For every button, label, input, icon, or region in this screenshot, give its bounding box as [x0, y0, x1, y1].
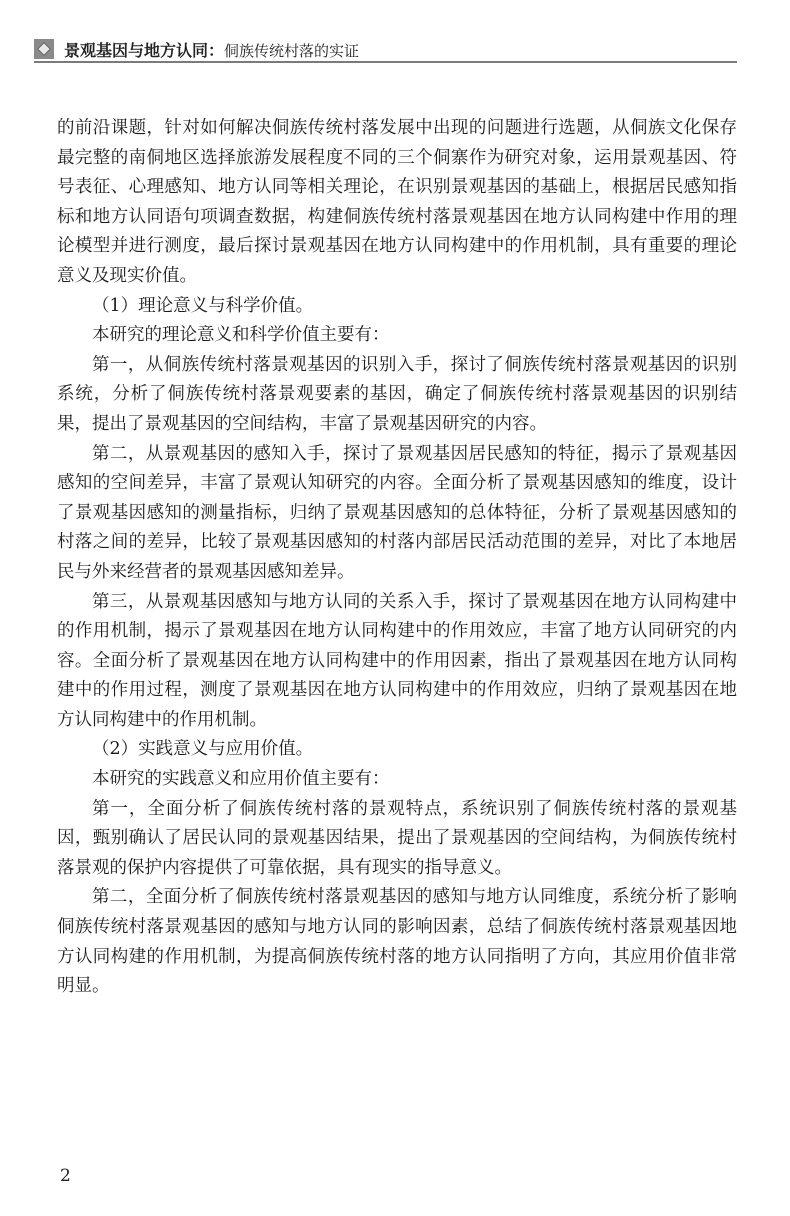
header-subtitle: 侗族传统村落的实证	[224, 42, 360, 60]
page-number: 2	[60, 1166, 71, 1186]
paragraph: 第三，从景观基因感知与地方认同的关系入手，探讨了景观基因在地方认同构建中的作用机制，揭示了景观基因在地方认同构建中的作用效应，丰富了地方认同研究的内容。全面分析了景观基因在地方认同构建中的作用因素，指出了景观基因在地方认同构建中的作用过程，测度了景观基因在地方认同构建中的作用效应，归纳了景观基因在地方认同构建中的作用机制。	[57, 591, 737, 730]
paragraph: 第二，全面分析了侗族传统村落景观基因的感知与地方认同维度，系统分析了影响侗族传统村落景观基因的感知与地方认同的影响因素，总结了侗族传统村落景观基因地方认同构建的作用机制，为提高侗族传统村落的地方认同指明了方向，其应用价值非常明显。	[57, 887, 737, 997]
paragraph: 第二，从景观基因的感知入手，探讨了景观基因居民感知的特征，揭示了景观基因感知的空间差异，丰富了景观认知研究的内容。全面分析了景观基因感知的维度，设计了景观基因感知的测量指标，归纳了景观基因感知的总体特征，分析了景观基因感知的村落之间的差异，比较了景观基因感知的村落内部居民活动范围的差异，对比了本地居民与外来经营者的景观基因感知差异。	[57, 443, 737, 582]
section-heading: （2）实践意义与应用价值。	[92, 739, 314, 760]
paragraph: 本研究的实践意义和应用价值主要有：	[92, 769, 390, 790]
paragraph: 本研究的理论意义和科学价值主要有：	[92, 325, 390, 346]
paragraph: 第一，全面分析了侗族传统村落的景观特点，系统识别了侗族传统村落的景观基因，甄别确认了居民认同的景观基因结果，提出了景观基因的空间结构，为侗族传统村落景观的保护内容提供了可靠依据，具有现实的指导意义。	[57, 798, 737, 878]
book-title	[64, 38, 359, 61]
running-header	[34, 37, 737, 63]
section-heading: （1）理论意义与科学价值。	[92, 295, 314, 316]
body-text	[57, 114, 737, 1002]
paragraph: 的前沿课题，针对如何解决侗族传统村落发展中出现的问题进行选题，从侗族文化保存最完整的南侗地区选择旅游发展程度不同的三个侗寨作为研究对象，运用景观基因、符号表征、心理感知、地方认同等相关理论，在识别景观基因的基础上，根据居民感知指标和地方认同语句项调查数据，构建侗族传统村落景观基因在地方认同构建中作用的理论模型并进行测度，最后探讨景观基因在地方认同构建中的作用机制，具有重要的理论意义及现实价值。	[57, 118, 737, 286]
header-title: 景观基因与地方认同：	[64, 41, 225, 60]
paragraph: 第一，从侗族传统村落景观基因的识别入手，探讨了侗族传统村落景观基因的识别系统，分析了侗族传统村落景观要素的基因，确定了侗族传统村落景观基因的识别结果，提出了景观基因的空间结构，丰富了景观基因研究的内容。	[57, 354, 737, 434]
diamond-icon	[34, 39, 54, 59]
